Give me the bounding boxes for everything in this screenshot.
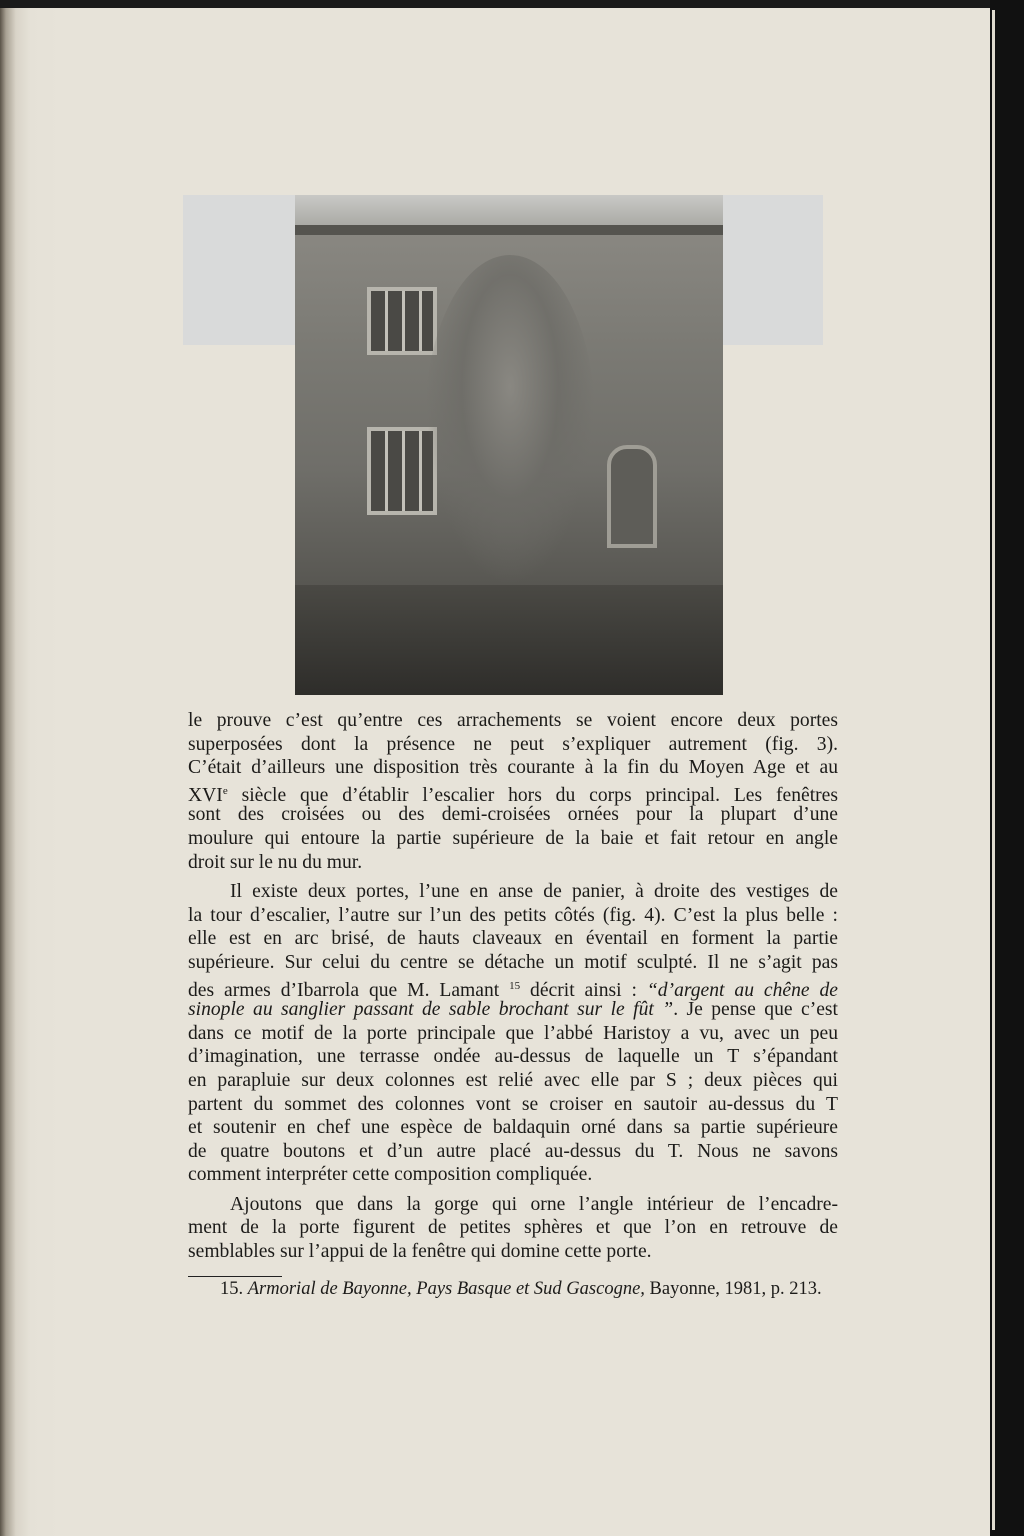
italic-quote: “d’argent au chêne de <box>646 979 838 1001</box>
text-run: . Je pense que c’est <box>673 999 838 1021</box>
text-line <box>188 851 838 875</box>
text-run: C’était d’ailleurs une disposition très courante à la fin du Moyen Age et au <box>188 757 838 779</box>
text-line <box>188 827 838 851</box>
text-line <box>188 780 838 804</box>
text-run: partent du sommet des colonnes vont se croiser en sautoir au-dessus du T <box>188 1093 838 1115</box>
footnote-title: Armorial de Bayonne, Pays Basque et Sud Gascogne, <box>247 1279 645 1299</box>
text-line <box>188 1069 838 1093</box>
text-line <box>188 1045 838 1069</box>
text-run: la tour d’escalier, l’autre sur l’un des petits côtés (fig. 4). C’est la plus belle : <box>188 904 838 926</box>
text-run: superposées dont la présence ne peut s’expliquer autrement (fig. 3). <box>188 733 838 755</box>
text-run: en parapluie sur deux colonnes est relié avec elle par S ; deux pièces qui <box>188 1069 838 1091</box>
text-line <box>188 1116 838 1140</box>
text-run: siècle que d’établir l’escalier hors du corps principal. Les fenêtres <box>227 784 838 806</box>
text-run: XVI <box>188 784 223 806</box>
text-run: d’imagination, une terrasse ondée au-dessus de laquelle un T s’épandant <box>188 1046 838 1068</box>
show-through-ornament <box>723 195 823 345</box>
text-line <box>188 756 838 780</box>
photo-roof <box>295 225 723 235</box>
text-line <box>188 733 838 757</box>
text-line <box>188 880 838 904</box>
text-line <box>188 709 838 733</box>
text-run: sont des croisées ou des demi-croisées ornées pour la plupart d’une <box>188 804 838 826</box>
text-run: ment de la porte figurent de petites sphères et que l’on en retrouve de <box>188 1217 838 1239</box>
footnote-rule <box>188 1276 282 1277</box>
text-run: elle est en arc brisé, de hauts claveaux en éventail en forment la partie <box>188 928 838 950</box>
text-run: droit sur le nu du mur. <box>188 851 363 873</box>
text-run: le prouve c’est qu’entre ces arrachements se voient encore deux portes <box>188 710 838 731</box>
text-run: dans ce motif de la porte principale que l’abbé Haristoy a vu, avec un peu <box>188 1022 838 1044</box>
text-run: et soutenir en chef une espèce de baldaquin orné dans sa partie supérieure <box>188 1117 838 1139</box>
show-through-ornament <box>183 195 295 345</box>
text-line <box>188 975 838 999</box>
superscript: 15 <box>509 979 521 992</box>
footnote-number: 15. <box>220 1279 244 1299</box>
photo-ivy <box>425 255 595 585</box>
text-line <box>188 1140 838 1164</box>
text-run: moulure qui entoure la partie supérieure de la baie et fait retour en angle <box>188 827 838 849</box>
text-run: décrit ainsi : <box>520 979 647 1001</box>
footnote <box>220 1279 822 1300</box>
building-photograph <box>295 195 723 695</box>
text-run: Il existe deux portes, l’une en anse de panier, à droite des vestiges de <box>230 881 838 903</box>
text-line <box>188 1193 838 1217</box>
text-line <box>188 803 838 827</box>
body-text <box>188 709 838 1264</box>
text-run: supérieure. Sur celui du centre se détache un motif sculpté. Il ne s’agit pas <box>188 951 838 973</box>
text-run: Ajoutons que dans la gorge qui orne l’angle intérieur de l’encadre- <box>230 1193 838 1215</box>
text-line <box>188 951 838 975</box>
text-run: de quatre boutons et d’un autre placé au-dessus du T. Nous ne savons <box>188 1140 838 1162</box>
photo-ground <box>295 585 723 695</box>
photo-window <box>367 287 437 355</box>
text-line <box>188 998 838 1022</box>
text-run: des armes d’Ibarrola que M. Lamant <box>188 979 510 1001</box>
text-line <box>188 904 838 928</box>
text-run: comment interpréter cette composition compliquée. <box>188 1164 593 1186</box>
text-line <box>188 1163 838 1187</box>
footnote-rest: Bayonne, 1981, p. 213. <box>644 1279 822 1299</box>
italic-quote: sinople au sanglier passant de sable brochant sur le fût ” <box>188 999 674 1021</box>
text-line <box>188 1022 838 1046</box>
text-line <box>188 1093 838 1117</box>
text-line <box>188 927 838 951</box>
text-line <box>188 1240 838 1264</box>
page-edge <box>990 0 1024 1536</box>
photo-door <box>607 445 657 548</box>
text-run: semblables sur l’appui de la fenêtre qui domine cette porte. <box>188 1241 652 1263</box>
text-line <box>188 1216 838 1240</box>
superscript: e <box>222 784 228 797</box>
